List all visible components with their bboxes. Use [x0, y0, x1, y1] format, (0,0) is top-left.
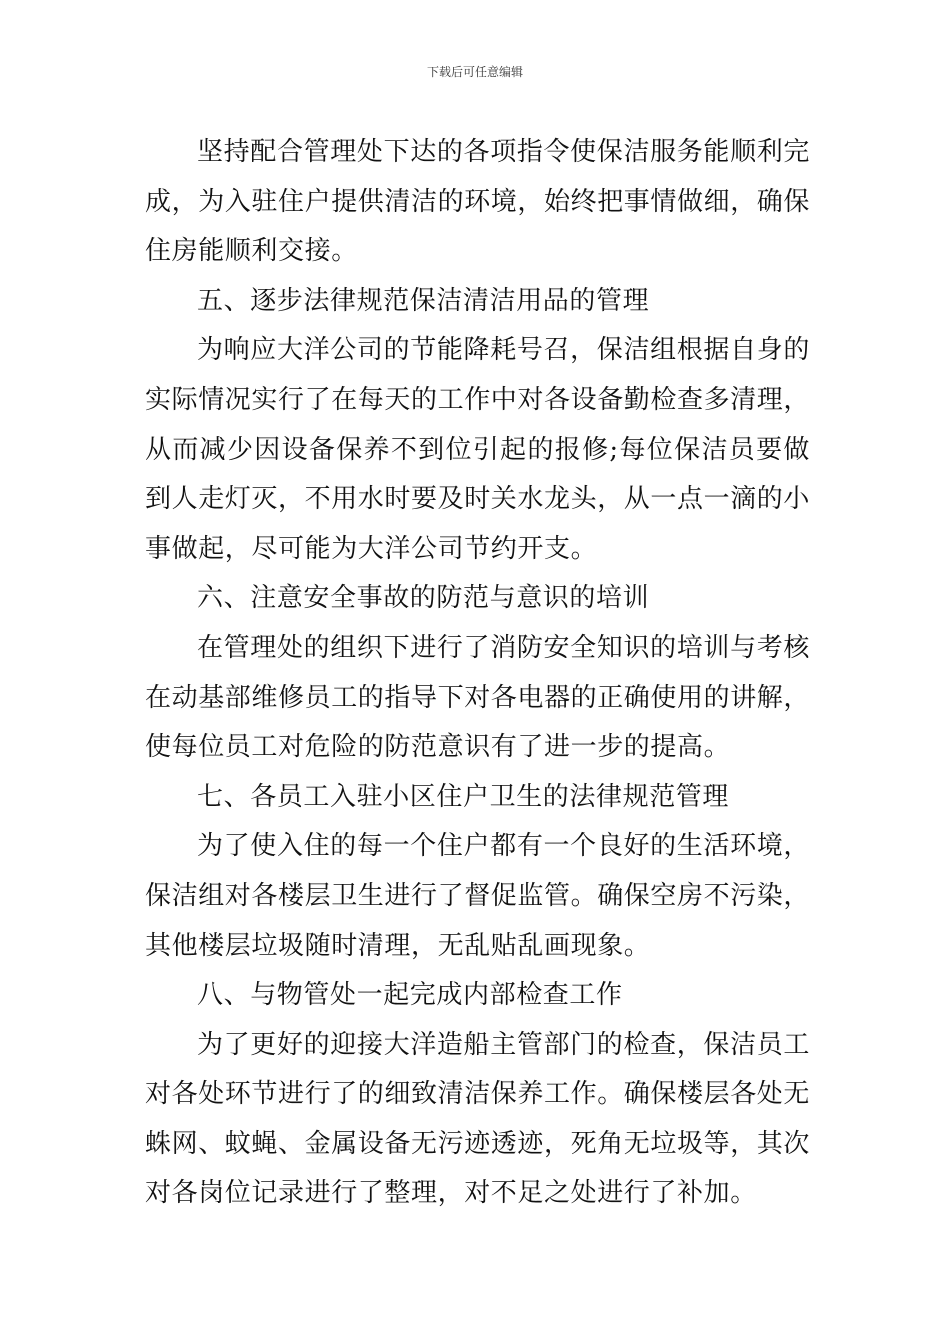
paragraph-section-6: 在管理处的组织下进行了消防安全知识的培训与考核在动基部维修员工的指导下对各电器的正确使用的讲解，使每位员工对危险的防范意识有了进一步的提高。 — [145, 632, 811, 763]
paragraph-intro: 坚持配合管理处下达的各项指令使保洁服务能顺利完成，为入驻住户提供清洁的环境，始终把事情做细，确保住房能顺利交接。 — [145, 137, 811, 267]
section-heading-7: 七、各员工入驻小区住户卫生的法律规范管理 — [197, 781, 730, 812]
section-heading-8: 八、与物管处一起完成内部检查工作 — [197, 980, 623, 1011]
paragraph-section-7: 为了使入住的每一个住户都有一个良好的生活环境，保洁组对各楼层卫生进行了督促监管。确保空房不污染，其他楼层垃圾随时清理，无乱贴乱画现象。 — [145, 831, 811, 961]
section-heading-5: 五、逐步法律规范保洁清洁用品的管理 — [197, 285, 650, 316]
paragraph-section-5: 为响应大洋公司的节能降耗号召，保洁组根据自身的实际情况实行了在每天的工作中对各设备勤检查多清理，从而减少因设备保养不到位引起的报修;每位保洁员要做到人走灯灭，不用水时要及时关水龙头，从一点一滴的小事做起，尽可能为大洋公司节约开支。 — [145, 335, 811, 564]
paragraph-section-8: 为了更好的迎接大洋造船主管部门的检查，保洁员工对各处环节进行了的细致清洁保养工作。确保楼层各处无蛛网、蚊蝇、金属设备无污迹透迹，死角无垃圾等，其次对各岗位记录进行了整理，对不足之处进行了补加。 — [145, 1029, 811, 1209]
page-header: 下载后可任意编辑 — [426, 65, 523, 79]
document-body — [145, 128, 810, 1219]
section-heading-6: 六、注意安全事故的防范与意识的培训 — [197, 583, 650, 614]
